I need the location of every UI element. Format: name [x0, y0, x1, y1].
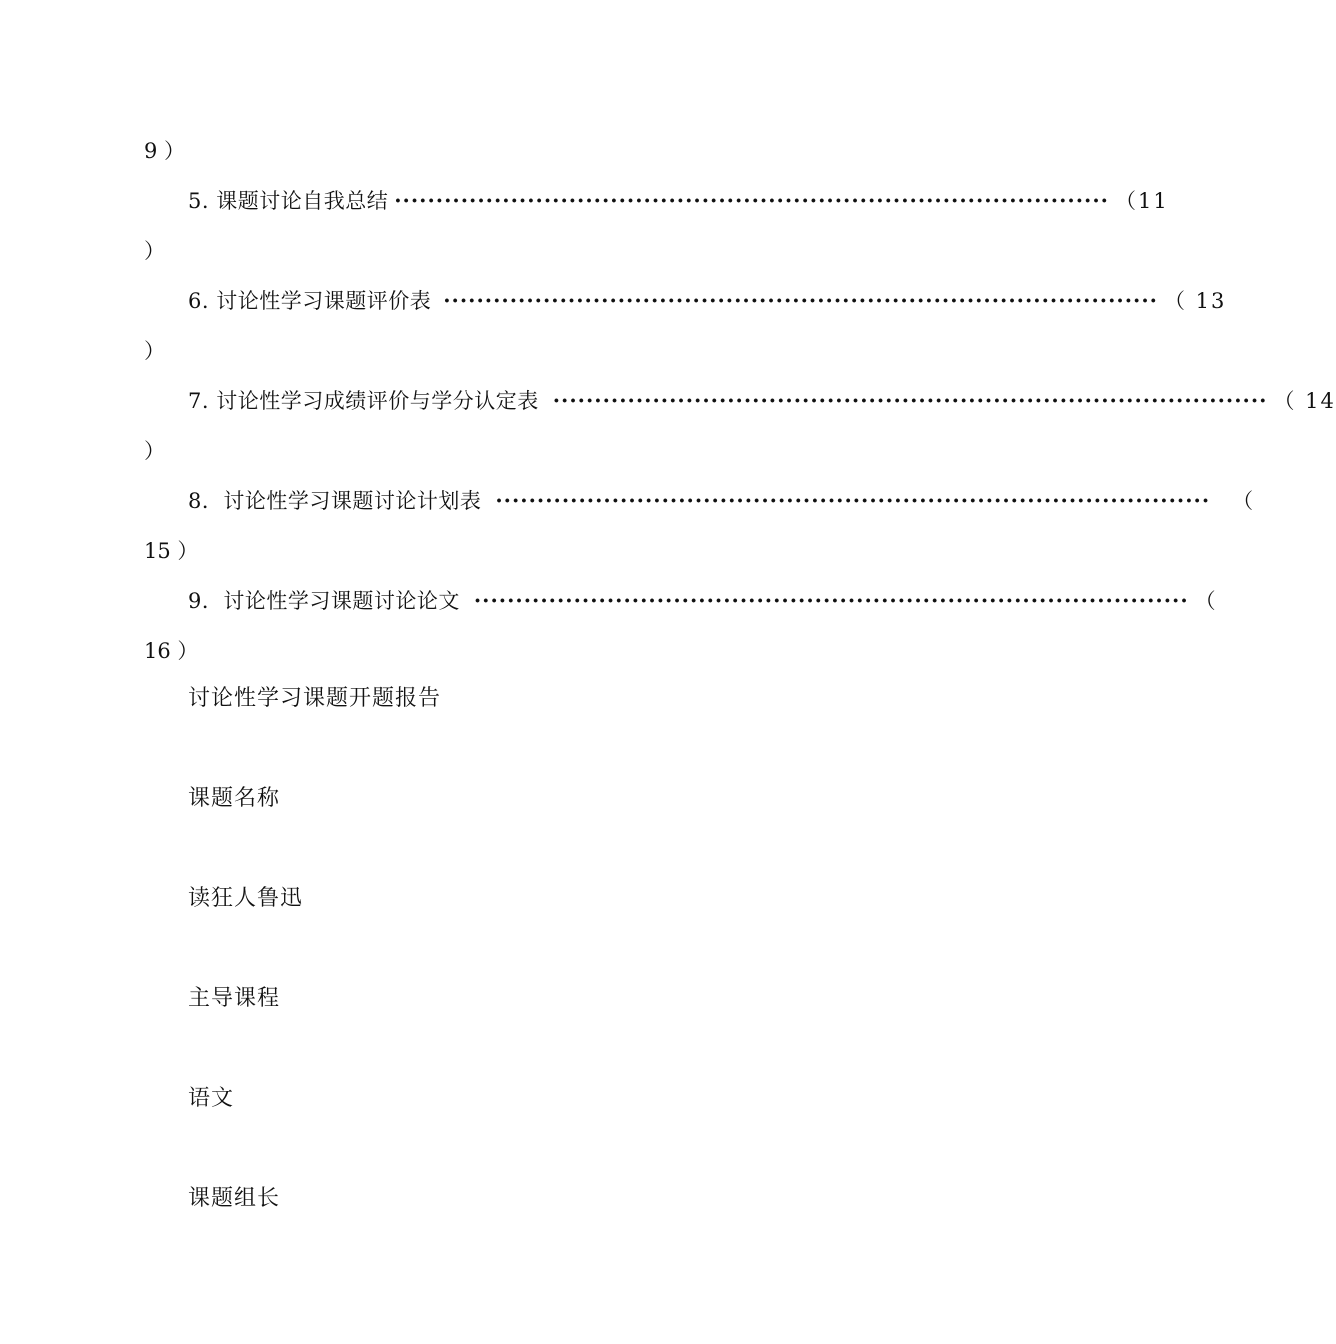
toc-entry-9 — [188, 588, 1218, 614]
toc-entry-6-close: ） — [144, 339, 165, 363]
toc-dot-leader: ······················································································ — [473, 588, 1189, 613]
toc-dot-leader: ······················································································ — [495, 488, 1211, 513]
toc-page-number: （ 14 — [1273, 389, 1336, 413]
toc-entry-5-close: ） — [144, 239, 165, 263]
toc-entry-label: 7. 讨论性学习成绩评价与学分认定表 — [188, 389, 539, 413]
toc-entry-label: 8．讨论性学习课题讨论计划表 — [188, 489, 482, 513]
toc-page-number: （ — [1194, 589, 1218, 613]
toc-entry-6 — [188, 288, 1227, 314]
toc-page-number: （ 13 — [1163, 289, 1227, 313]
toc-dot-leader: ······················································································ — [443, 288, 1158, 313]
toc-dot-leader: ······················································································ — [552, 388, 1268, 413]
toc-entry-label: 5. 课题讨论自我总结 — [188, 189, 389, 213]
topic-name-label: 课题名称 — [188, 786, 281, 811]
toc-entry-9-close: 16 ） — [144, 639, 199, 663]
toc-entry-8-close: 15 ） — [144, 539, 199, 563]
toc-page-number: （11 — [1114, 189, 1169, 213]
toc-entry-label: 6. 讨论性学习课题评价表 — [188, 289, 432, 313]
topic-name-value: 读狂人鲁迅 — [188, 886, 304, 911]
toc-entry-label: 9．讨论性学习课题讨论论文 — [188, 589, 460, 613]
group-leader-label: 课题组长 — [188, 1186, 281, 1211]
toc-entry-5 — [188, 188, 1169, 214]
toc-continuation-line: 9 ） — [144, 139, 186, 163]
toc-entry-7-close: ） — [144, 439, 165, 463]
toc-page-number: （ — [1232, 489, 1256, 513]
toc-entry-8 — [188, 488, 1256, 514]
main-course-value: 语文 — [188, 1086, 235, 1111]
main-course-label: 主导课程 — [188, 986, 281, 1011]
toc-entry-7 — [188, 388, 1336, 414]
toc-dot-leader: ······················································································ — [394, 188, 1109, 213]
report-title: 讨论性学习课题开题报告 — [188, 686, 442, 711]
